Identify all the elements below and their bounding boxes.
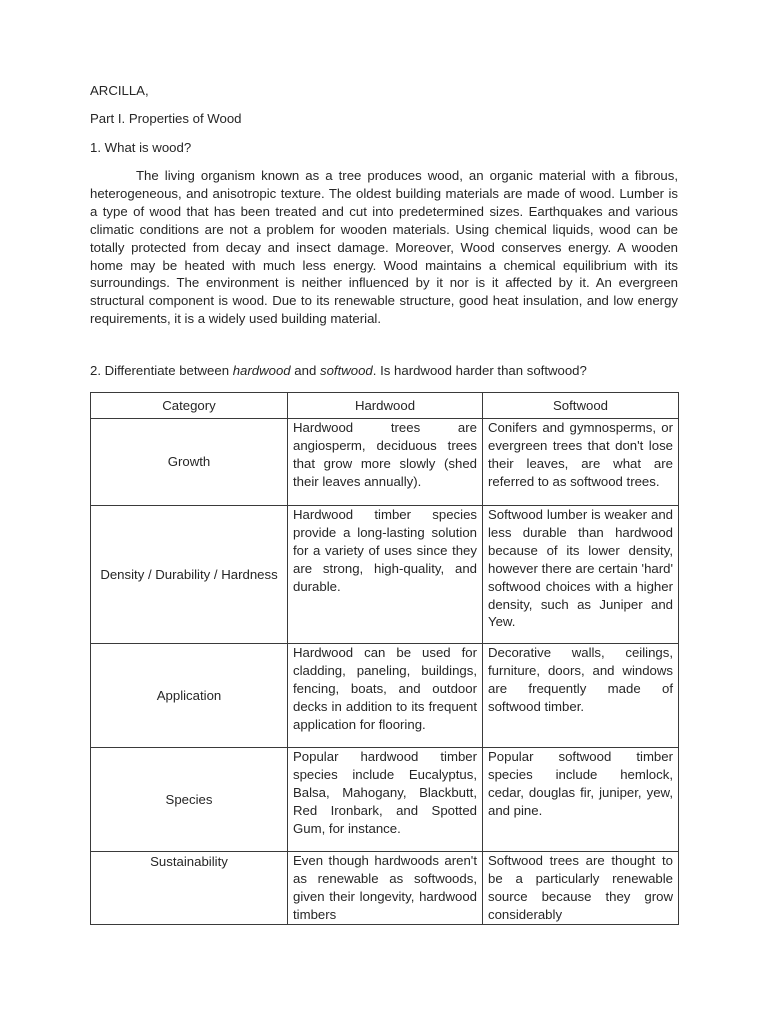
table-header-row (91, 393, 679, 419)
table-row-growth (91, 419, 679, 506)
softwood-cell: Decorative walls, ceilings, furniture, doors, and windows are frequently made of softwood timber. (483, 644, 679, 748)
student-name: ARCILLA, (90, 83, 149, 98)
softwood-cell: Softwood lumber is weaker and less durable than hardwood because of its lower density, however there are certain 'hard' softwood choices with a higher density, such as Juniper and Yew. (483, 506, 679, 644)
question-2 (90, 362, 587, 380)
table-row-species (91, 748, 679, 852)
term-hardwood: hardwood (232, 363, 291, 378)
question-2-prefix: 2. Differentiate between (90, 363, 233, 378)
category-cell: Application (91, 644, 288, 748)
category-cell: Growth (91, 419, 288, 506)
softwood-cell: Softwood trees are thought to be a particularly renewable source because they grow considerably (483, 852, 679, 925)
comparison-table (90, 392, 679, 925)
table-row-density (91, 506, 679, 644)
question-1: 1. What is wood? (90, 140, 192, 155)
softwood-cell: Conifers and gymnosperms, or evergreen trees that don't lose their leaves, are what are referred to as softwood trees. (483, 419, 679, 506)
hardwood-cell: Even though hardwoods aren't as renewable as softwoods, given their longevity, hardwood timbers (288, 852, 483, 925)
part-title: Part I. Properties of Wood (90, 111, 242, 126)
question-2-suffix: . Is hardwood harder than softwood? (372, 363, 587, 378)
category-cell: Density / Durability / Hardness (91, 506, 288, 644)
softwood-cell: Popular softwood timber species include hemlock, cedar, douglas fir, juniper, yew, and pine. (483, 748, 679, 852)
hardwood-cell: Hardwood timber species provide a long-lasting solution for a variety of uses since they are strong, high-quality, and durable. (288, 506, 483, 644)
hardwood-cell: Hardwood can be used for cladding, paneling, buildings, fencing, boats, and outdoor decks in addition to its frequent application for flooring. (288, 644, 483, 748)
category-cell: Species (91, 748, 288, 852)
hardwood-cell: Hardwood trees are angiosperm, deciduous trees that grow more slowly (shed their leaves annually). (288, 419, 483, 506)
term-softwood: softwood (319, 363, 373, 378)
question-2-mid: and (290, 363, 320, 378)
table-row-application (91, 644, 679, 748)
table-row-sustainability (91, 852, 679, 925)
hardwood-cell: Popular hardwood timber species include Eucalyptus, Balsa, Mahogany, Blackbutt, Red Ironbark, and Spotted Gum, for instance. (288, 748, 483, 852)
header-hardwood: Hardwood (288, 393, 483, 419)
category-cell: Sustainability (91, 852, 288, 925)
answer-1-paragraph: The living organism known as a tree produces wood, an organic material with a fibrous, heterogeneous, and anisotropic texture. The oldest building materials are made of wood. Lumber is a type of wood that has been treated and cut into predetermined sizes. Earthquakes and various climatic conditions are not a problem for wooden materials. Using chemical liquids, wood can be totally protected from decay and insect damage. Moreover, Wood conserves energy. A wooden home may be heated with much less energy. Wood maintains a chemical equilibrium with its surroundings. The environment is neither influenced by it nor is it affected by it. An evergreen structural component is wood. Due to its renewable structure, good heat insulation, and low energy requirements, it is a widely used building material. (90, 168, 678, 327)
header-category: Category (91, 393, 288, 419)
header-softwood: Softwood (483, 393, 679, 419)
